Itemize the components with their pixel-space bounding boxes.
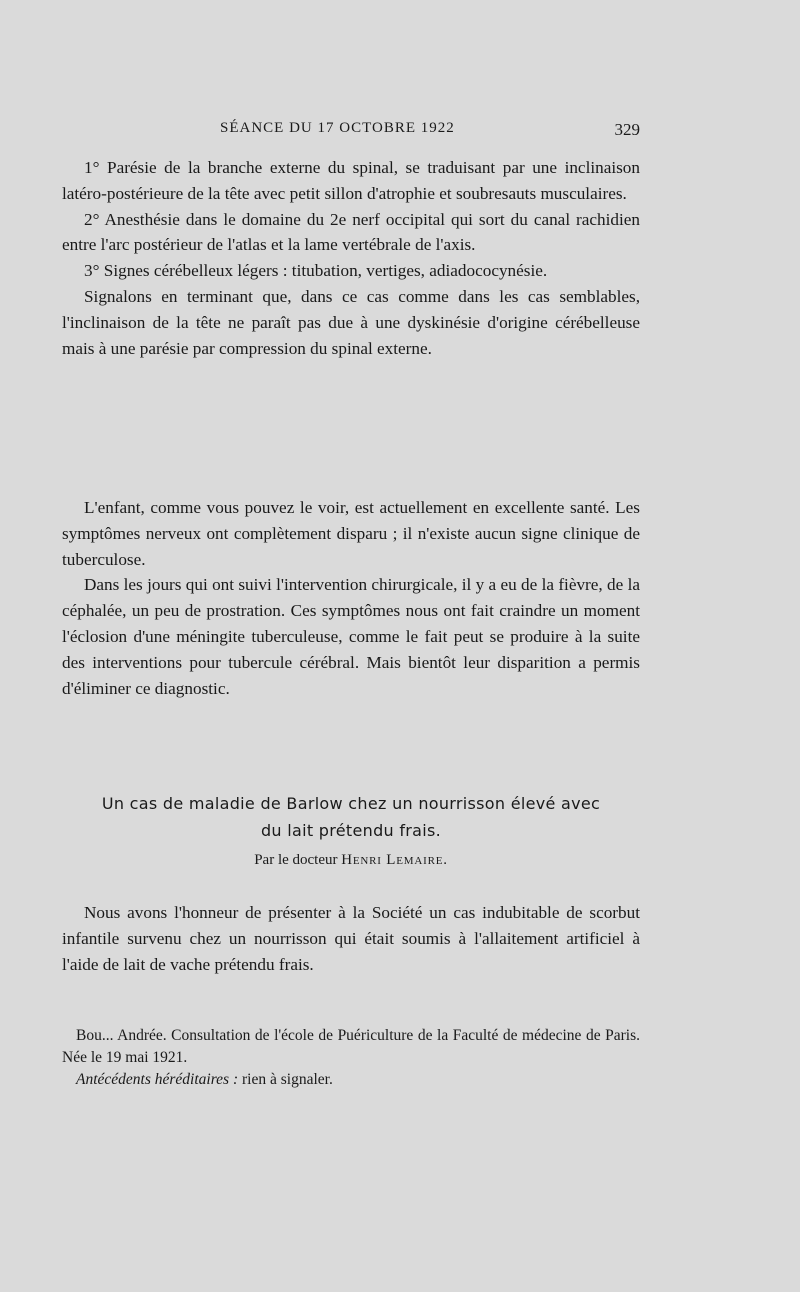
running-head: SÉANCE DU 17 OCTOBRE 1922	[220, 120, 455, 136]
paragraph: L'enfant, comme vous pouvez le voir, est actuellement en excellente santé. Les symptômes nerveux ont complètement disparu ; il n'existe aucun signe clinique de tuberculose.	[62, 498, 640, 569]
byline	[62, 852, 640, 869]
paragraph: 2° Anesthésie dans le domaine du 2e nerf occipital qui sort du canal rachidien entre l'arc postérieur de l'atlas et la lame vertébrale de l'axis.	[62, 209, 640, 255]
page-header	[60, 120, 640, 148]
paragraph: Nous avons l'honneur de présenter à la Société un cas indubitable de scorbut infantile survenu chez un nourrisson qui était soumis à l'allaitement artificiel à l'aide de lait de vache prétendu frais.	[62, 903, 640, 974]
byline-author: Henri Lemaire.	[341, 852, 448, 868]
section-outcome	[62, 495, 640, 701]
article-title-line: Un cas de maladie de Barlow chez un nourrisson élevé avec	[101, 794, 601, 813]
case-report	[62, 1025, 640, 1091]
section-symptoms	[62, 155, 640, 361]
article-title	[62, 790, 640, 844]
byline-prefix: Par le docteur	[254, 852, 338, 868]
paragraph: 3° Signes cérébelleux légers : titubation, vertiges, adiadococynésie.	[84, 261, 548, 281]
antecedents-label: Antécédents héréditaires :	[76, 1071, 239, 1088]
case-antecedents	[62, 1069, 640, 1091]
case-identification: Bou... Andrée. Consultation de l'école de Puériculture de la Faculté de médecine de Paris. Née le 19 mai 1921.	[62, 1027, 640, 1066]
section-introduction	[62, 900, 640, 977]
page-number: 329	[614, 120, 640, 139]
paragraph: Signalons en terminant que, dans ce cas comme dans les cas semblables, l'inclinaison de la tête ne paraît pas due à une dyskinésie d'origine cérébelleuse mais à une parésie par compression du spinal externe.	[62, 286, 640, 358]
paragraph: Dans les jours qui ont suivi l'intervention chirurgicale, il y a eu de la fièvre, de la céphalée, un peu de prostration. Ces symptômes nous ont fait craindre un moment l'éclosion d'une méningite tuberculeuse, comme le fait peut se produire à la suite des interventions pour tubercule cérébral. Mais bientôt leur disparition a permis d'éliminer ce diagnostic.	[62, 575, 640, 698]
antecedents-text: rien à signaler.	[242, 1071, 333, 1088]
paragraph: 1° Parésie de la branche externe du spinal, se traduisant par une inclinaison latéro-postérieure de la tête avec petit sillon d'atrophie et soubresauts musculaires.	[62, 158, 640, 203]
article-title-line: du lait prétendu frais.	[260, 821, 442, 840]
